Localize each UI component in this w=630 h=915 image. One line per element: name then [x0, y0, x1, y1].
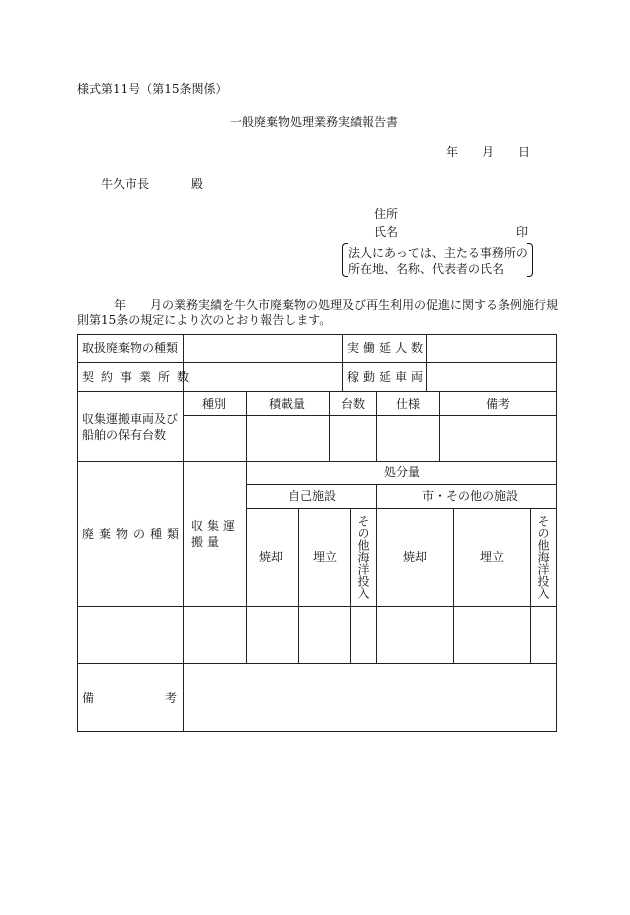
remarks-label-right: 考: [165, 691, 178, 705]
table-col-divider: [376, 391, 377, 461]
table-row-divider: [77, 391, 557, 392]
waste-type-label: 廃棄物の種類: [82, 527, 185, 541]
table-col-divider: [183, 461, 184, 663]
date-month: 月: [482, 145, 495, 159]
date-year: 年: [446, 145, 459, 159]
form-number: 様式第11号（第15条関係）: [77, 82, 228, 96]
operating-vehicles-label: 稼動延車両: [347, 370, 428, 384]
date-line: [446, 145, 530, 159]
table-col-divider: [183, 391, 184, 461]
table-col-divider: [453, 508, 454, 663]
col-type-header: 種別: [202, 397, 227, 411]
table-col-divider: [329, 391, 330, 461]
table-col-divider: [376, 484, 377, 663]
corporate-note-line2: 所在地、名称、代表者の氏名: [348, 262, 505, 276]
right-bracket: [527, 243, 533, 277]
remarks-label-left: 備: [82, 691, 95, 705]
city-other-ocean-header: その他海洋投入: [536, 515, 550, 599]
name-label: 氏名: [374, 225, 399, 239]
vehicles-label-line1: 収集運搬車両及び: [82, 412, 179, 426]
table-row-divider: [77, 362, 557, 363]
addressee-name: 牛久市長: [101, 177, 150, 191]
own-incineration-header: 焼却: [259, 550, 284, 564]
table-border-right: [556, 334, 557, 731]
disposal-amount-header: 処分量: [384, 465, 421, 479]
table-col-divider: [350, 508, 351, 663]
city-incineration-header: 焼却: [403, 550, 428, 564]
address-label: 住所: [374, 207, 399, 221]
table-border-left: [77, 334, 78, 731]
table-col-divider: [439, 391, 440, 461]
city-landfill-header: 埋立: [480, 550, 505, 564]
table-col-divider: [530, 508, 531, 663]
document-title: 一般廃棄物処理業務実績報告書: [230, 115, 399, 129]
table-col-divider: [298, 508, 299, 663]
working-days-label: 実働延人数: [347, 341, 428, 355]
table-row-divider: [183, 415, 557, 416]
table-col-divider: [246, 391, 247, 461]
report-statement: [77, 298, 557, 328]
addressee: [101, 177, 203, 191]
corporate-note-line1: 法人にあっては、主たる事務所の: [348, 246, 528, 260]
table-border-bottom: [77, 731, 557, 732]
col-capacity-header: 積載量: [269, 397, 306, 411]
col-spec-header: 仕様: [396, 397, 421, 411]
report-statement-line2: 則第15条の規定により次のとおり報告します。: [77, 313, 332, 327]
own-facility-header: 自己施設: [288, 489, 337, 503]
table-col-divider: [183, 663, 184, 731]
handled-waste-type-label: 取扱廃棄物の種類: [82, 341, 179, 355]
contract-offices-label: 契約事業所数: [82, 370, 197, 384]
table-row-divider: [246, 484, 557, 485]
own-landfill-header: 埋立: [313, 550, 338, 564]
table-col-divider: [342, 334, 343, 391]
table-col-divider: [246, 461, 247, 663]
city-other-facility-header: 市・その他の施設: [422, 489, 519, 503]
seal-label: 印: [516, 225, 529, 239]
date-day: 日: [518, 145, 531, 159]
addressee-honorific: 殿: [191, 177, 204, 191]
table-row-divider: [77, 461, 557, 462]
table-row-divider: [77, 663, 557, 664]
own-other-ocean-header: その他海洋投入: [356, 515, 370, 599]
table-row-divider: [246, 508, 557, 509]
col-count-header: 台数: [341, 397, 366, 411]
vehicles-label-line2: 船舶の保有台数: [82, 428, 167, 442]
report-statement-line1: 年 月の業務実績を牛久市廃棄物の処理及び再生利用の促進に関する条例施行規: [114, 298, 559, 312]
corporate-note: [342, 243, 533, 277]
collection-amount-label: 収集運搬量: [191, 519, 240, 549]
table-border-top: [77, 334, 557, 335]
table-row-divider: [77, 606, 557, 607]
col-remarks-header: 備考: [486, 397, 511, 411]
